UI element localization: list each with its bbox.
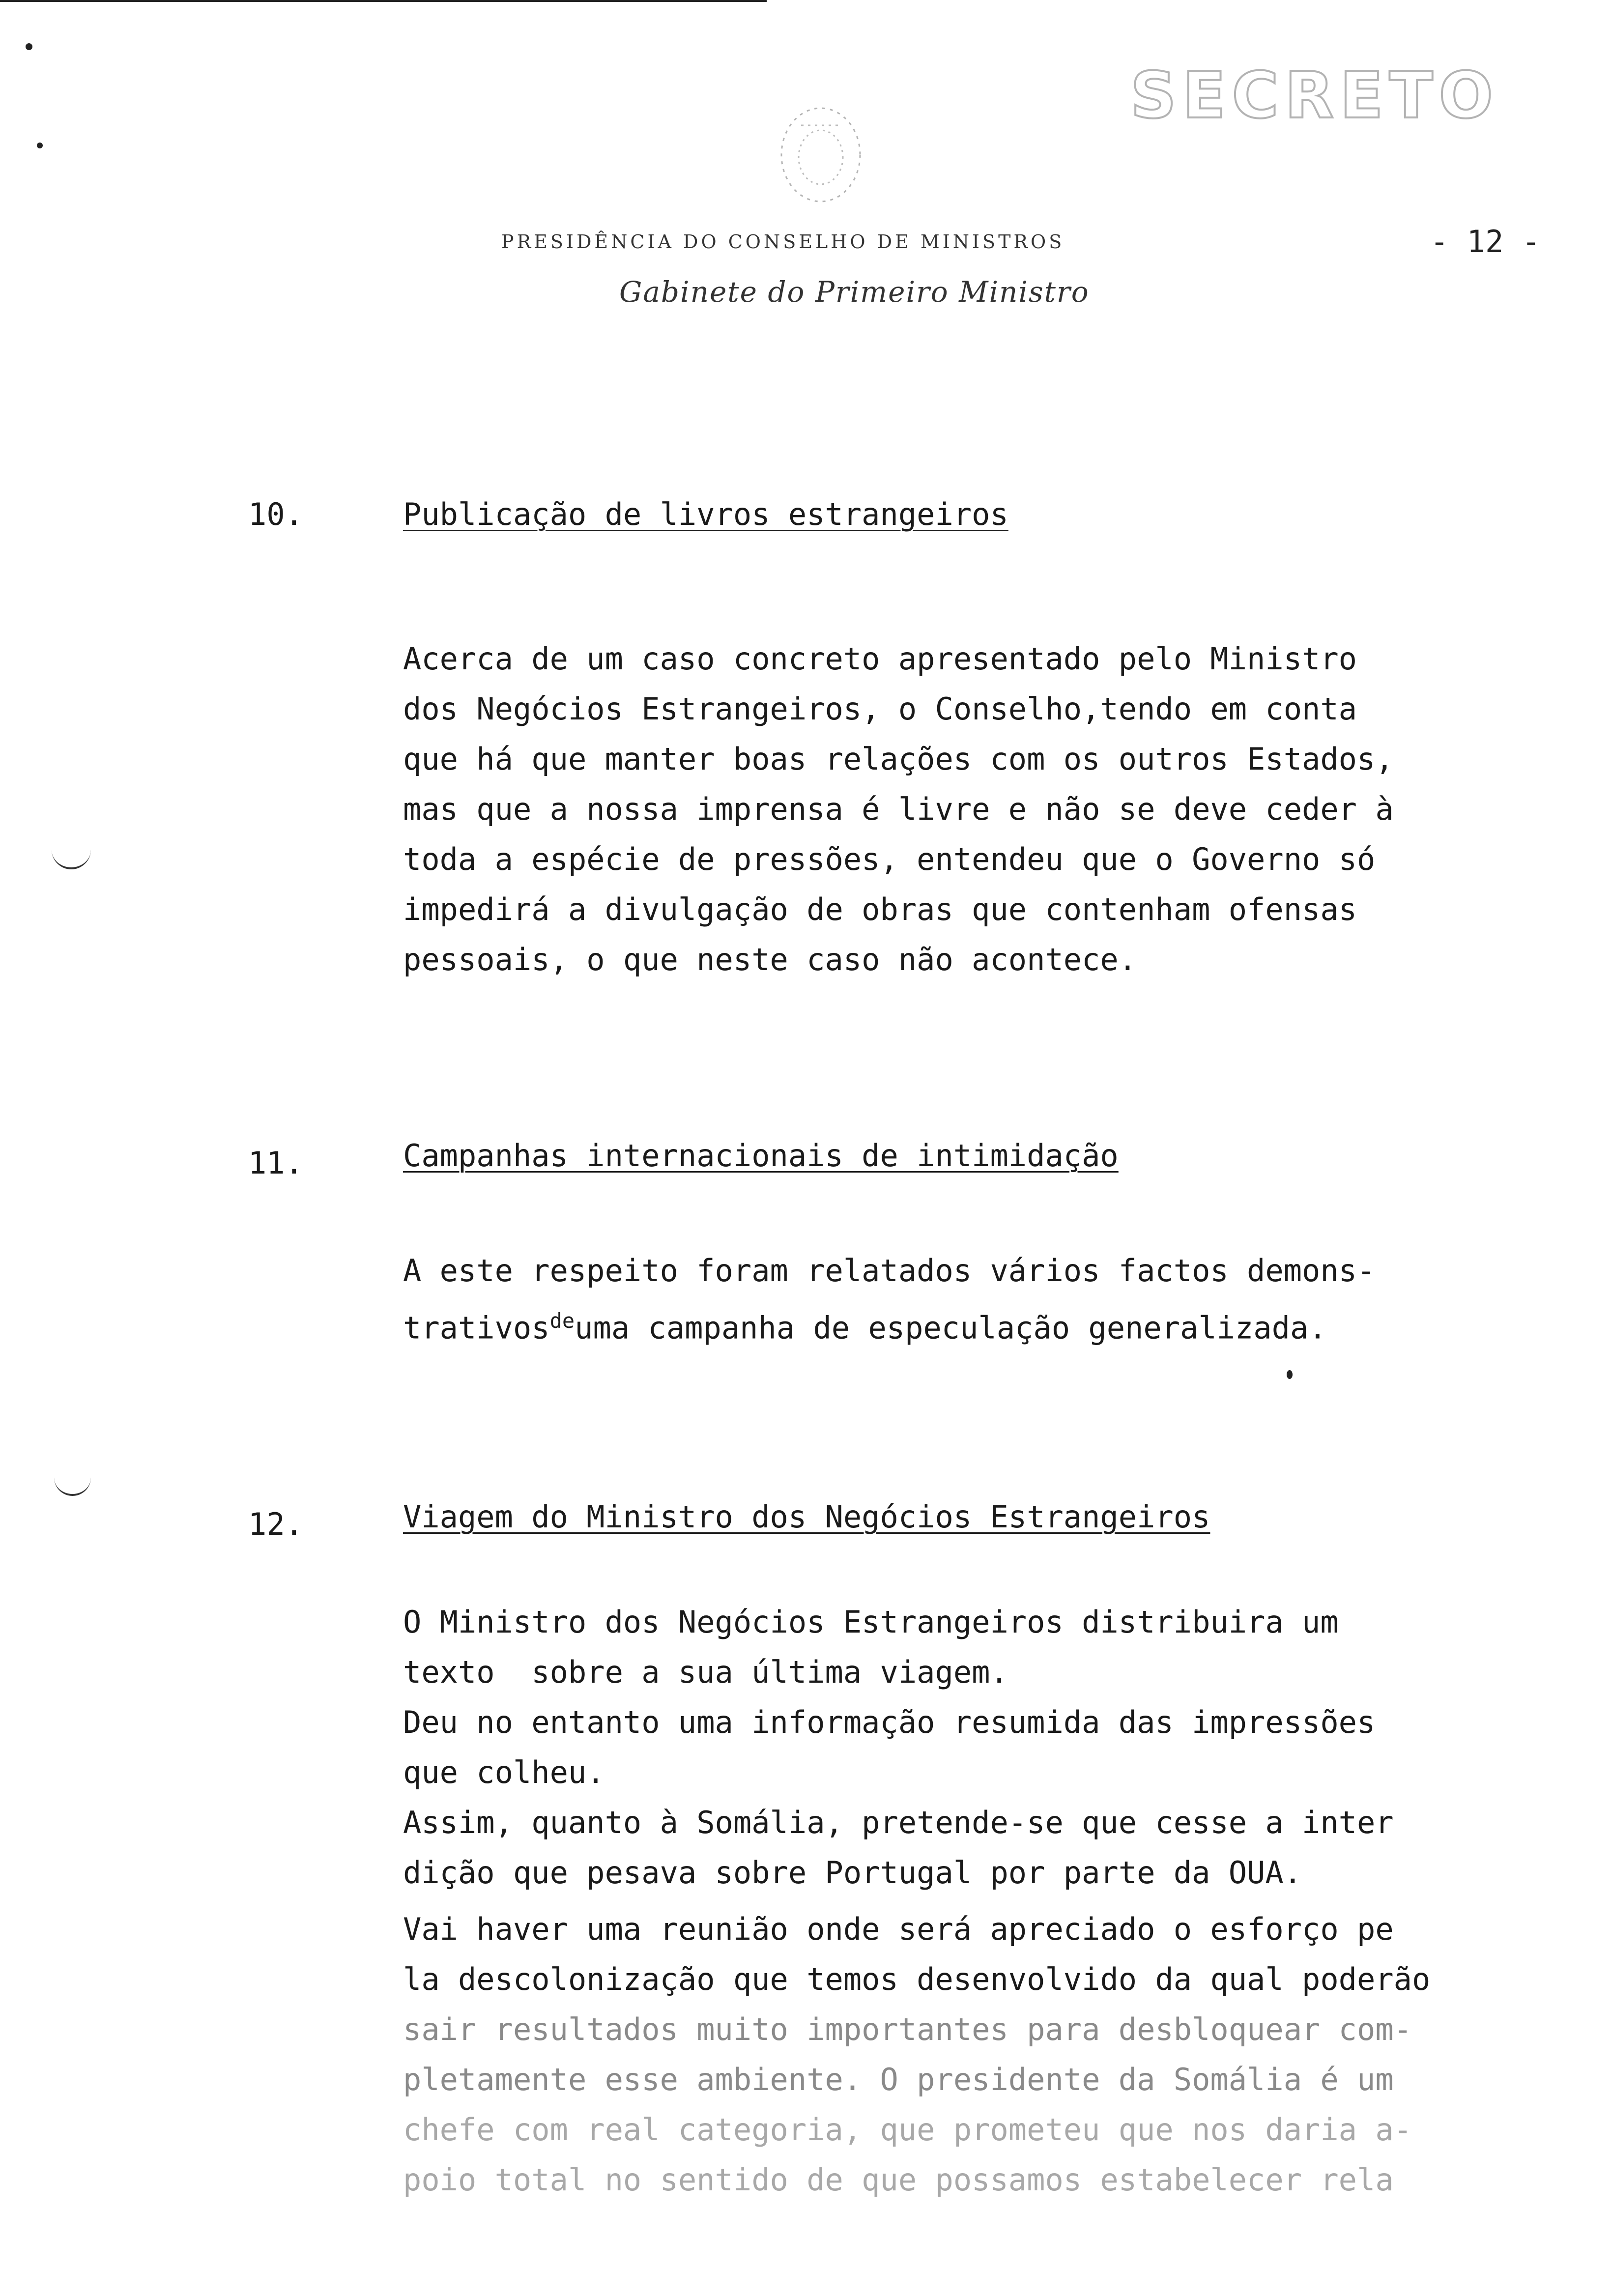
section-number: 10. [248, 496, 303, 532]
text-line: que colheu. [403, 1754, 605, 1790]
text-line: A este respeito foram relatados vários factos demons- [403, 1253, 1376, 1289]
ink-speck [37, 143, 43, 148]
section-heading: Publicação de livros estrangeiros [403, 496, 1008, 532]
text-line: dição que pesava sobre Portugal por parte da OUA. [403, 1855, 1302, 1891]
text-line: Deu no entanto uma informação resumida das impressões [403, 1704, 1376, 1740]
section-paragraph [403, 634, 1394, 985]
text-line: sair resultados muito importantes para desbloquear com- [403, 2011, 1412, 2047]
text-line: Vai haver uma reunião onde será apreciado o esforço pe [403, 1911, 1394, 1947]
text-line [403, 1296, 1375, 1353]
text-line: pletamente esse ambiente. O presidente da Somália é um [403, 2062, 1394, 2097]
text-line: Assim, quanto à Somália, pretende-se que cesse a inter [403, 1805, 1394, 1840]
secreto-stamp: SECRETO [1130, 58, 1499, 133]
punch-mark [52, 838, 91, 869]
text-line: O Ministro dos Negócios Estrangeiros distribuira um [403, 1604, 1339, 1640]
text-line: pessoais, o que neste caso não acontece. [403, 942, 1137, 977]
text-line: chefe com real categoria, que prometeu que nos daria a- [403, 2112, 1412, 2148]
top-rule [0, 0, 767, 2]
text-line: que há que manter boas relações com os outros Estados, [403, 741, 1394, 777]
text-line: la descolonização que temos desenvolvido da qual poderão [403, 1961, 1431, 1997]
ink-speck [1287, 1370, 1293, 1379]
text-fragment: trativos [403, 1310, 550, 1346]
text-line: dos Negócios Estrangeiros, o Conselho,tendo em conta [403, 691, 1357, 727]
section-paragraph [403, 1904, 1430, 2205]
coat-of-arms-seal [767, 96, 875, 214]
section-heading: Campanhas internacionais de intimidação [403, 1138, 1119, 1174]
text-line: mas que a nossa imprensa é livre e não se deve ceder à [403, 791, 1394, 827]
text-line: impedirá a divulgação de obras que contenham ofensas [403, 891, 1357, 927]
text-line: texto sobre a sua última viagem. [403, 1654, 1008, 1690]
section-paragraph [403, 1246, 1375, 1353]
punch-mark [54, 1467, 91, 1496]
section-paragraph [403, 1597, 1394, 1898]
section-number: 12. [248, 1506, 303, 1542]
office-subtitle: Gabinete do Primeiro Ministro [619, 275, 1090, 309]
text-fragment: uma campanha de especulação generalizada. [575, 1310, 1327, 1346]
text-line: Acerca de um caso concreto apresentado pelo Ministro [403, 641, 1357, 677]
ink-speck [26, 43, 32, 50]
section-number: 11. [248, 1145, 303, 1181]
letterhead: PRESIDÊNCIA DO CONSELHO DE MINISTROS [501, 231, 1065, 253]
text-line: toda a espécie de pressões, entendeu que o Governo só [403, 841, 1376, 877]
superscript-insertion: de [549, 1309, 575, 1333]
page-number: - 12 - [1430, 224, 1540, 259]
section-heading: Viagem do Ministro dos Negócios Estrangeiros [403, 1499, 1210, 1535]
text-line: poio total no sentido de que possamos estabelecer rela [403, 2162, 1394, 2198]
